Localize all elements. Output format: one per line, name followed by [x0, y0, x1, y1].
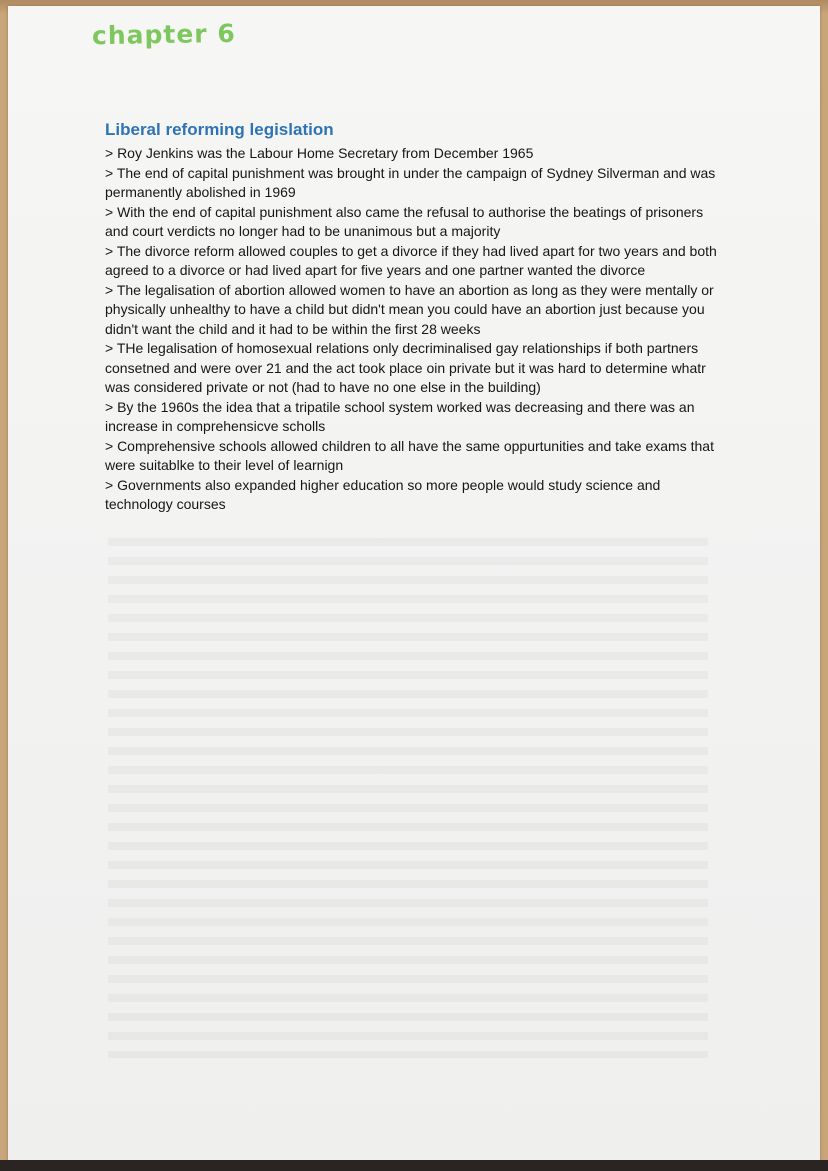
list-item: > With the end of capital punishment also came the refusal to authorise the beatings of prisoners and court verdicts no longer had to be unanimous but a majority: [105, 203, 704, 239]
chapter-heading: chapter 6: [91, 18, 236, 51]
list-item: > Governments also expanded higher education so more people would study science and technology courses: [105, 476, 661, 512]
section-title: Liberal reforming legislation: [105, 120, 334, 139]
show-through-text: [108, 538, 708, 1058]
paper-sheet: [8, 6, 820, 1162]
notes-list: [105, 144, 717, 515]
list-item: > The divorce reform allowed couples to get a divorce if they had lived apart for two years and both agreed to a divorce or had lived apart for five years and one partner wanted the divorce: [105, 242, 717, 278]
list-item: > Comprehensive schools allowed children to all have the same oppurtunities and take exams that were suitablke to their level of learnign: [105, 437, 714, 473]
list-item: > Roy Jenkins was the Labour Home Secretary from December 1965: [105, 145, 534, 161]
list-item: > By the 1960s the idea that a tripatile school system worked was decreasing and there was an increase in comprehensicve scholls: [105, 398, 695, 434]
list-item: > THe legalisation of homosexual relations only decriminalised gay relationships if both partners consetned and were over 21 and the act took place oin private but it was hard to determine whatr was considered private or not (had to have no one else in the building): [105, 340, 706, 395]
table-surface-bottom: [0, 1160, 828, 1171]
list-item: > The legalisation of abortion allowed women to have an abortion as long as they were mentally or physically unhealthy to have a child but didn't mean you could have an abortion just because you didn't want the child and it had to be within the first 28 weeks: [105, 281, 714, 337]
list-item: > The end of capital punishment was brought in under the campaign of Sydney Silverman and was permanently abolished in 1969: [105, 164, 716, 200]
